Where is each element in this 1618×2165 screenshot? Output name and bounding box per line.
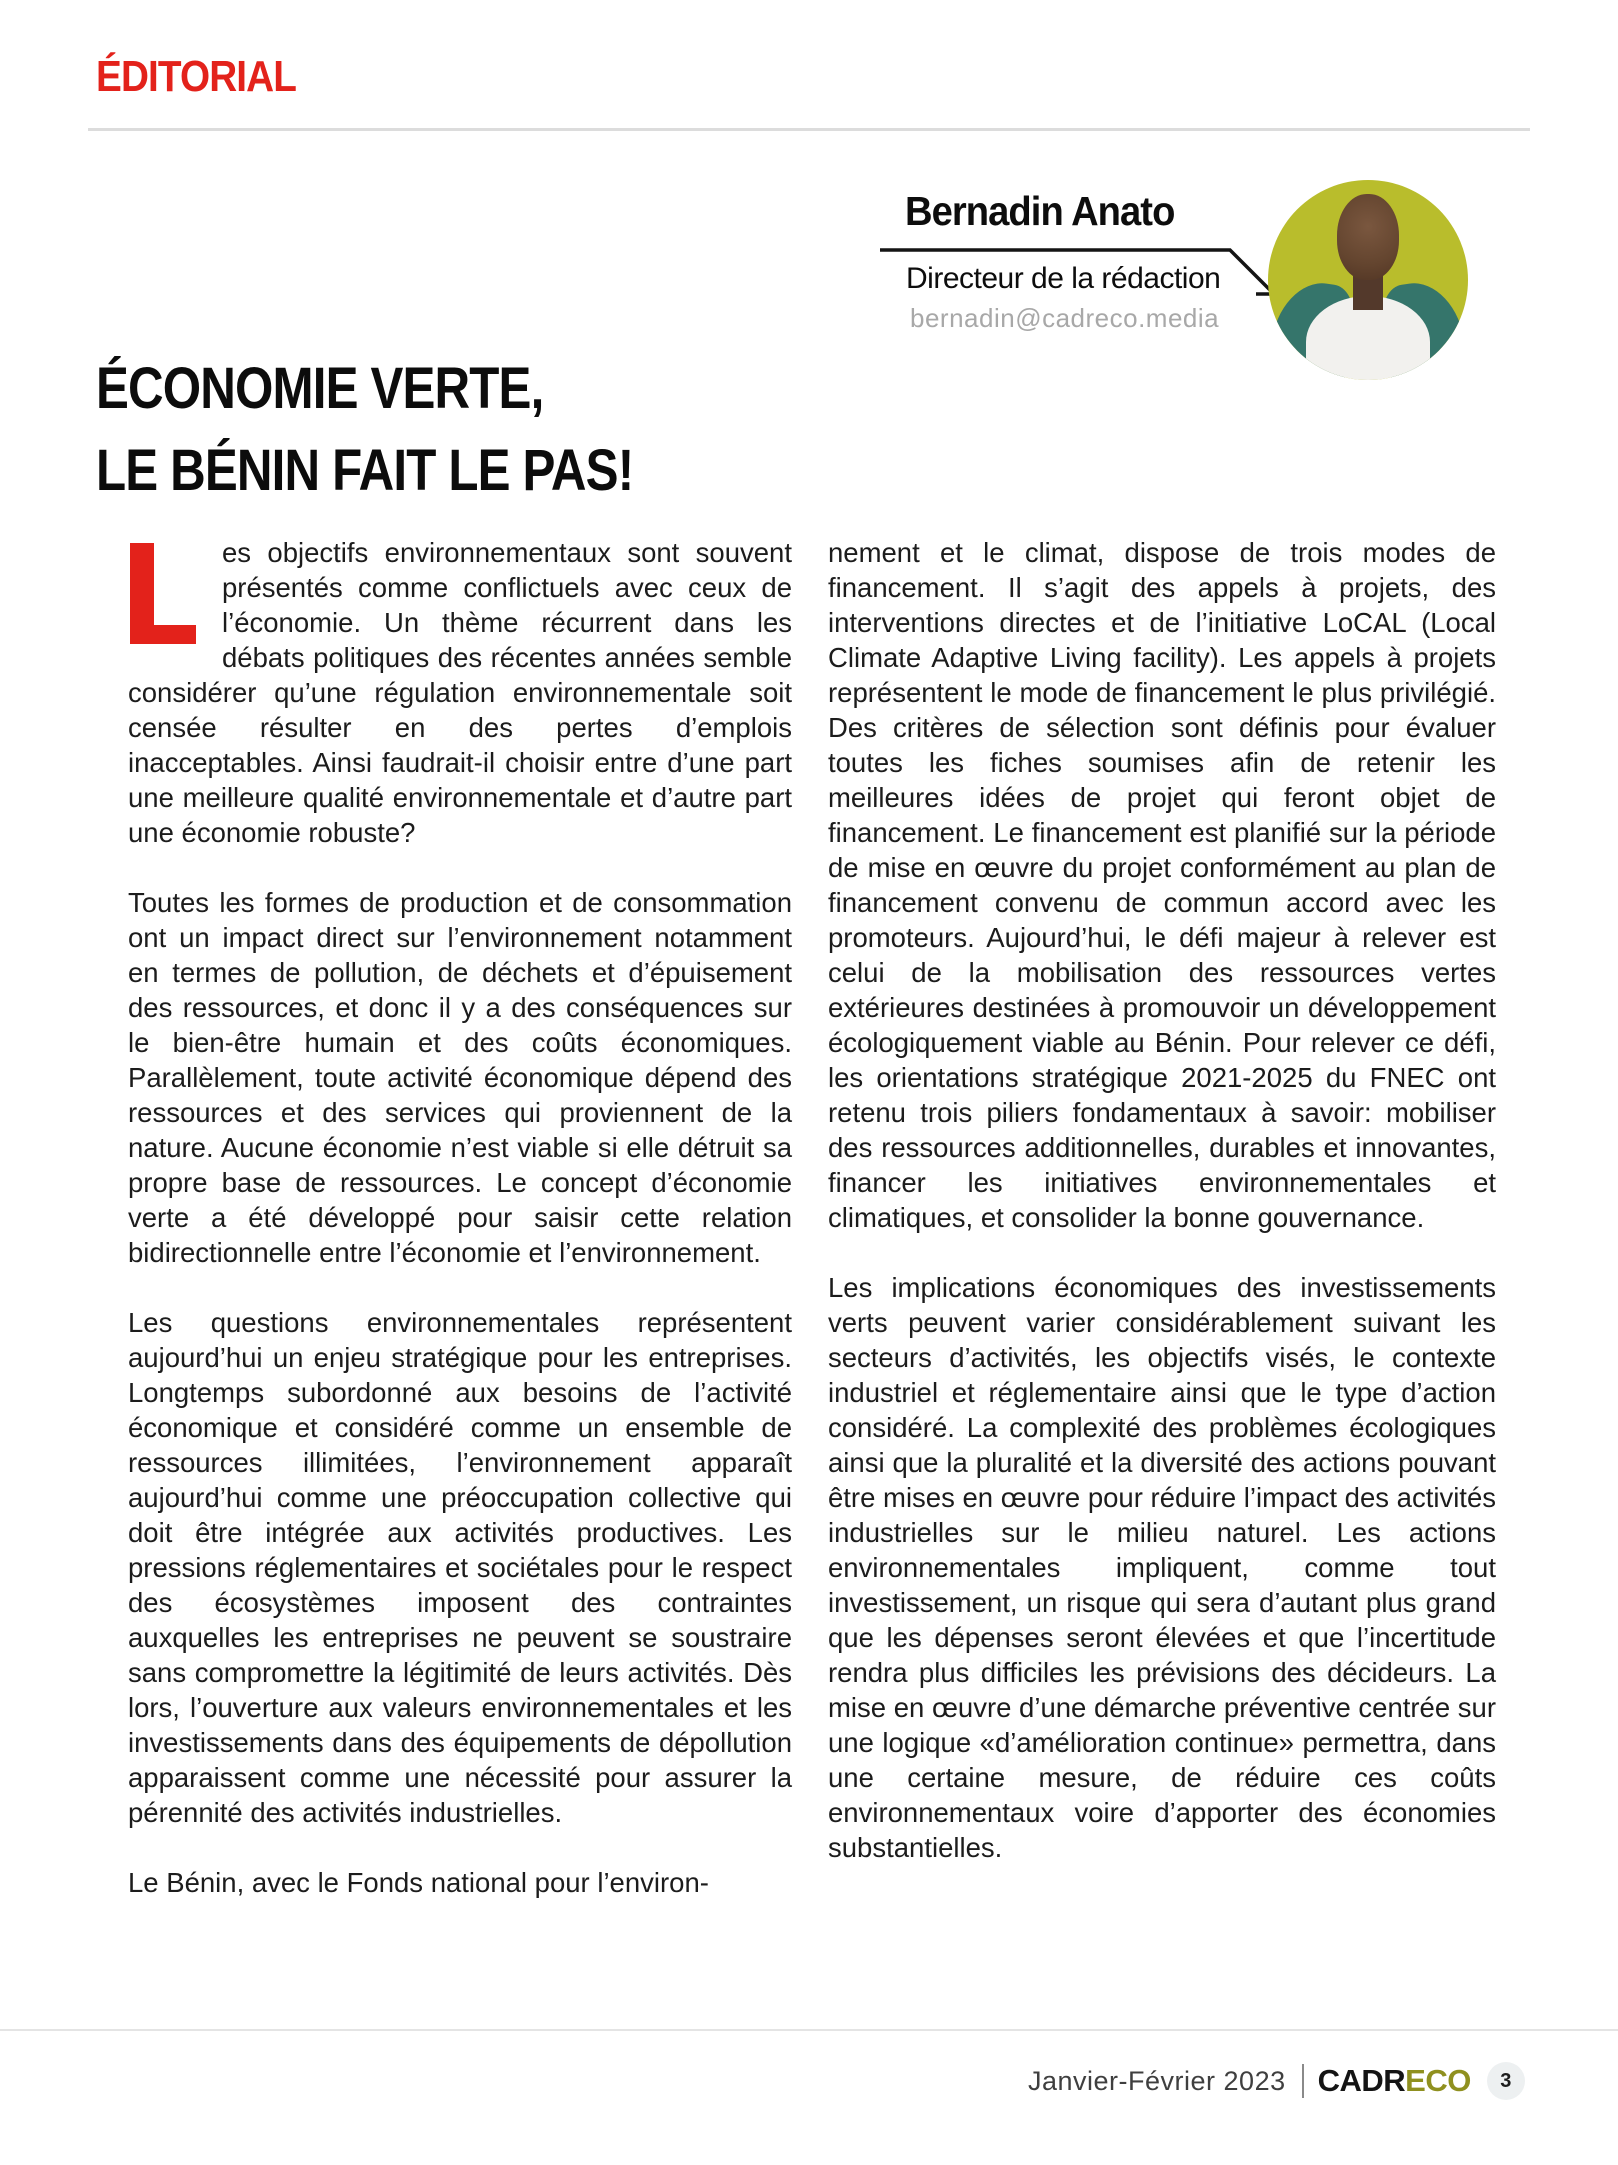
author-name: Bernadin Anato bbox=[905, 188, 1175, 234]
headline-line-2: LE BÉNIN FAIT LE PAS! bbox=[96, 438, 634, 503]
magazine-logo-black-part: CADR bbox=[1317, 2063, 1406, 2098]
author-role: Directeur de la rédaction bbox=[906, 262, 1221, 295]
paragraph-text: es objectifs environnementaux sont souvent présentés comme conflictuels avec ceux de l’économie. Un thème récurrent dans les débats politiques des récentes années semble considérer qu’une régulation environnementale soit censée résulter en des pertes d’emplois inacceptables. Ainsi faudrait-il choisir entre d’une part une meilleure qualité environnementale et d’autre part une économie robuste? bbox=[128, 537, 792, 848]
magazine-logo bbox=[1318, 2063, 1471, 2099]
footer-separator bbox=[1302, 2064, 1304, 2098]
body-column-2 bbox=[828, 535, 1496, 1865]
kicker-divider-rule bbox=[88, 128, 1530, 131]
paragraph: Le Bénin, avec le Fonds national pour l’environ- bbox=[128, 1867, 709, 1898]
paragraph: Toutes les formes de production et de consommation ont un impact direct sur l’environnement notamment en termes de pollution, de déchets et d’épuisement des ressources, et donc il y a des conséquences sur le bien-être humain et des coûts économiques. Parallèlement, toute activité économique dépend des ressources et des services qui proviennent de la nature. Aucune économie n’est viable si elle détruit sa propre base de ressources. Le concept d’économie verte a été développé pour saisir cette relation bidirectionnelle entre l’économie et l’environnement. bbox=[128, 887, 792, 1268]
author-portrait bbox=[1268, 180, 1468, 380]
issue-date: Janvier-Février 2023 bbox=[1028, 2065, 1286, 2096]
paragraph: nement et le climat, dispose de trois modes de financement. Il s’agit des appels à projets, des interventions directes et de l’initiative LoCAL (Local Climate Adaptive Living facility). Les appels à projets représentent le mode de financement le plus privilégié. Des critères de sélection sont définis pour évaluer toutes les fiches soumises afin de retenir les meilleures idées de projet qui feront objet de financement. Le financement est planifié sur la période de mise en œuvre du projet conformément au plan de financement convenu de commun accord avec les promoteurs. Aujourd’hui, le défi majeur à relever est celui de la mobilisation des ressources vertes extérieures destinées à promouvoir un développement écologiquement viable au Bénin. Pour relever ce défi, les orientations stratégique 2021-2025 du FNEC ont retenu trois piliers fondamentaux à savoir: mobiliser des ressources additionnelles, durables et innovantes, financer les initiatives environnementales et climatiques, et consolider la bonne gouvernance. bbox=[828, 537, 1496, 1233]
magazine-logo-olive-part: ECO bbox=[1405, 2063, 1471, 2098]
author-email: bernadin@cadreco.media bbox=[910, 303, 1220, 333]
section-kicker: ÉDITORIAL bbox=[96, 52, 297, 101]
paragraph bbox=[128, 535, 792, 850]
article-headline bbox=[96, 348, 728, 512]
dropcap-letter-L bbox=[130, 543, 196, 644]
footer-divider-rule bbox=[0, 2029, 1618, 2031]
paragraph: Les questions environnementales représentent aujourd’hui un enjeu stratégique pour les entreprises. Longtemps subordonné aux besoins de l’activité économique et considéré comme un ensemble de ressources illimitées, l’environnement apparaît aujourd’hui comme une préoccupation collective qui doit être intégrée aux activités productives. Les pressions réglementaires et sociétales pour le respect des écosystèmes imposent des contraintes auxquelles les entreprises ne peuvent se soustraire sans compromettre la légitimité de leurs activités. Dès lors, l’ouverture aux valeurs environnementales et les investissements dans des équipements de dépollution apparaissent comme une nécessité pour assurer la pérennité des activités industrielles. bbox=[128, 1307, 792, 1828]
body-column-1 bbox=[128, 535, 792, 1900]
page-footer bbox=[1028, 2056, 1525, 2106]
page-number-badge: 3 bbox=[1487, 2062, 1525, 2100]
paragraph: Les implications économiques des investissements verts peuvent varier considérablement suivant les secteurs d’activités, les objectifs visés, le contexte industriel et réglementaire ainsi que le type d’action considéré. La complexité des problèmes écologiques ainsi que la pluralité et la diversité des actions pouvant être mises en œuvre pour réduire l’impact des activités industrielles sur le milieu naturel. Les actions environnementales impliquent, comme tout investissement, un risque qui sera d’autant plus grand que les dépenses seront élevées et que l’incertitude rendra plus difficiles les prévisions des décideurs. La mise en œuvre d’une démarche préventive centrée sur une logique «d’amélioration continue» permettra, dans une certaine mesure, de réduire ces coûts environnementaux voire d’apporter des économies substantielles. bbox=[828, 1272, 1496, 1863]
headline-line-1: ÉCONOMIE VERTE, bbox=[96, 356, 544, 421]
portrait-head bbox=[1337, 194, 1399, 280]
